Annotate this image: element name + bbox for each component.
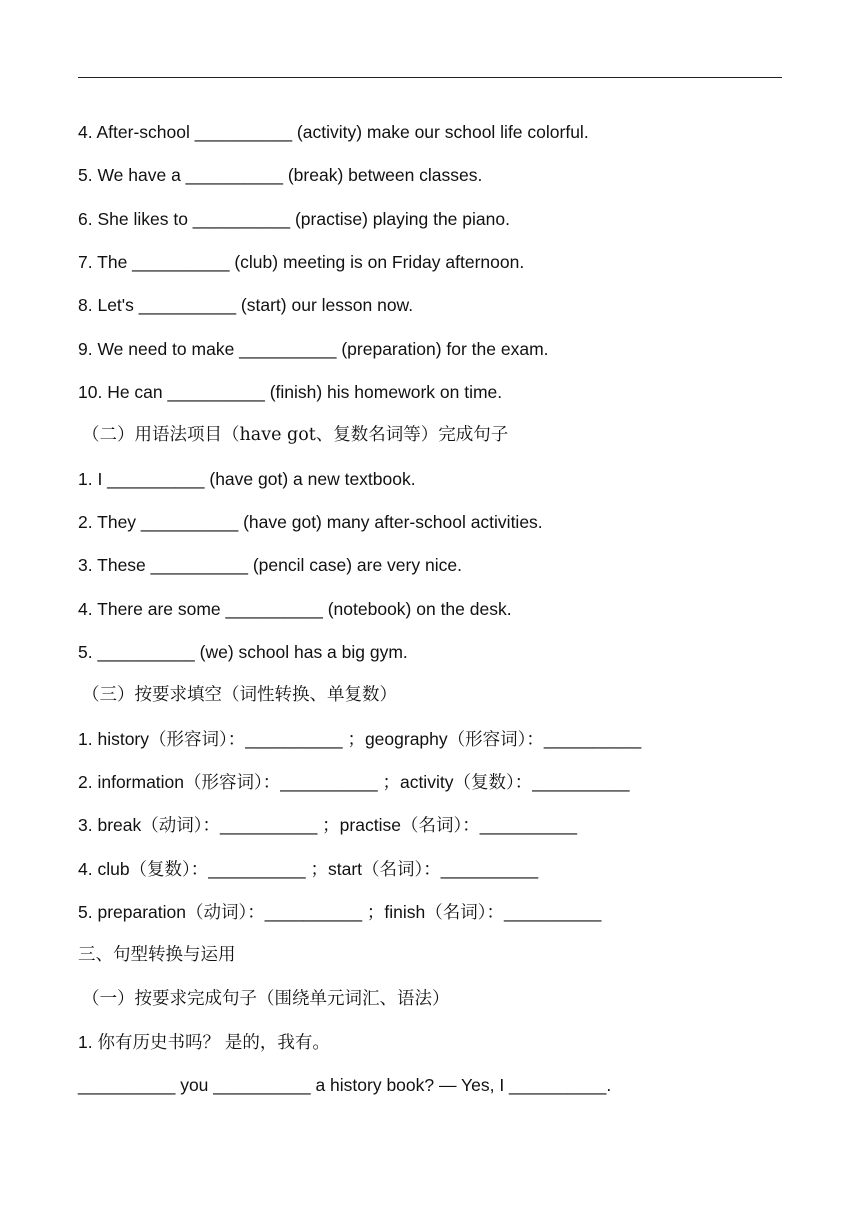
word-form-item-4: 4. club（复数）：__________ ；start（名词）：__________ [78,859,539,879]
grammar-item-2: 2. They __________ (have got) many after-school activities. [78,512,543,532]
part3-subheading: （一）按要求完成句子（围绕单元词汇、语法） [82,989,450,1009]
word-form-item-1: 1. history（形容词）：__________ ；geography（形容词）：__________ [78,729,642,749]
exercise-item-10: 10. He can __________ (finish) his homework on time. [78,382,503,402]
grammar-item-5: 5. __________ (we) school has a big gym. [78,642,408,662]
grammar-section-heading: （二）用语法项目（have got、复数名词等）完成句子 [82,425,509,445]
grammar-item-3: 3. These __________ (pencil case) are very nice. [78,555,462,575]
sentence-q1-answer: __________ you __________ a history book? — Yes, I __________. [78,1075,612,1095]
grammar-item-1: 1. I __________ (have got) a new textbook. [78,469,416,489]
exercise-item-5: 5. We have a __________ (break) between classes. [78,165,483,185]
sentence-q1-prompt: 1. 你有历史书吗？ 是的，我有。 [78,1032,330,1052]
exercise-item-4: 4. After-school __________ (activity) make our school life colorful. [78,122,589,142]
grammar-item-4: 4. There are some __________ (notebook) on the desk. [78,599,512,619]
exercise-item-9: 9. We need to make __________ (preparation) for the exam. [78,339,549,359]
part3-heading: 三、句型转换与运用 [78,945,236,965]
word-form-item-2: 2. information（形容词）：__________ ；activity（复数）：__________ [78,772,630,792]
word-form-item-5: 5. preparation（动词）：__________ ；finish（名词）：__________ [78,902,602,922]
header-rule [78,77,782,78]
word-form-section-heading: （三）按要求填空（词性转换、单复数） [82,685,397,705]
exercise-item-7: 7. The __________ (club) meeting is on Friday afternoon. [78,252,525,272]
word-form-item-3: 3. break（动词）：__________ ；practise（名词）：__________ [78,815,578,835]
exercise-item-6: 6. She likes to __________ (practise) playing the piano. [78,209,510,229]
exercise-item-8: 8. Let's __________ (start) our lesson now. [78,295,414,315]
